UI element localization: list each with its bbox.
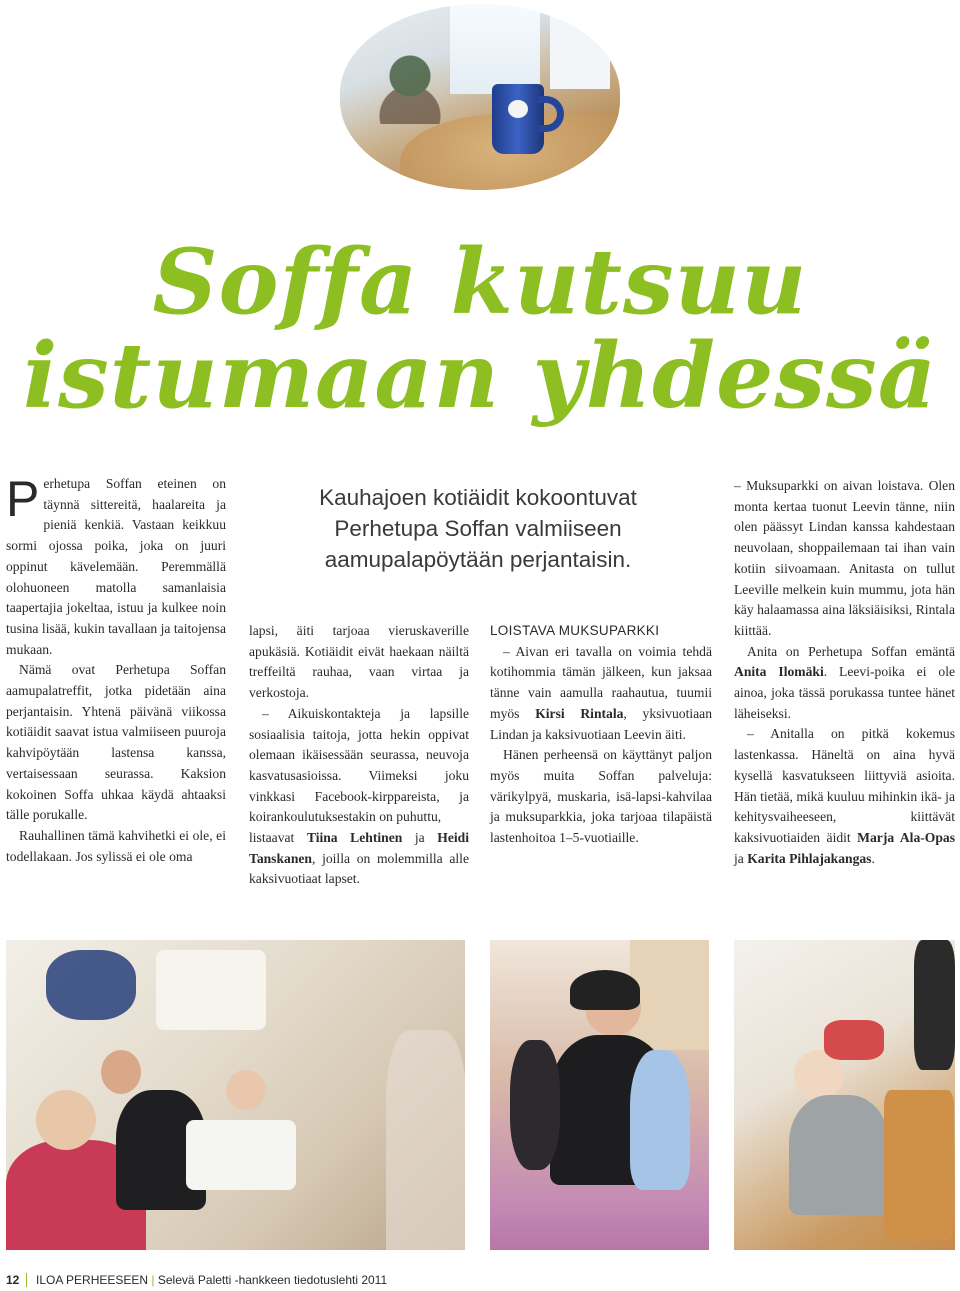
text-run: – Anitalla on pitkä kokemus lastenkassa. Häneltä on aina hyvä kysellä kasvatukseen liittyviä asioita. Hän tietää, mikä kuuluu mihinkin ikä- ja kehitysvaiheeseen, kiittävät kaksivuotiaiden äidit	[734, 726, 955, 845]
footer-separator: |	[151, 1273, 155, 1287]
photo-window	[450, 4, 540, 94]
magazine-name: ILOA PERHEESEEN	[36, 1273, 149, 1287]
paragraph: lapsi, äiti tarjoaa vieruskaverille apukäsiä. Kotiäidit eivät haekaan näiltä treffeiltä rauhaa, vaan virtaa ja verkostoja.	[249, 623, 469, 701]
page-footer	[0, 1272, 960, 1291]
text-run: ja	[402, 830, 438, 846]
page-number: 12	[6, 1273, 20, 1287]
photo-drawings	[156, 950, 266, 1030]
photo-hostess-with-children	[490, 940, 709, 1250]
photo-child-with-toy	[734, 940, 955, 1250]
paragraph-text: erhetupa Soffan eteinen on täynnä sittereitä, haalareita ja pieniä kenkiä. Vastaan keikkuu sormi ojossa poika, joka on juuri oppinut kävelemään. Peremmällä olohuoneen matolla samanlaisia taapertajia jokeltaa, istuu ja kulkee noin tusina lisää, kukin tavallaan ja taitojensa mukaan.	[6, 476, 226, 657]
photo-child-shirt	[789, 1095, 889, 1215]
footer-divider	[26, 1273, 27, 1287]
text-run: – Aivan eri tavalla on voimia tehdä kotihommia tämän jälkeen, kun jaksaa tänne vain aamulla raahautua, tuumii myös	[490, 643, 712, 721]
photo-face	[101, 1050, 141, 1094]
headline-line-2: istumaan yhdessä	[22, 323, 938, 429]
photo-child	[36, 1090, 96, 1150]
photo-toy	[824, 1020, 884, 1060]
photo-girl-dress	[630, 1050, 690, 1190]
issue-name: Selevä Paletti -hankkeen tiedotuslehti 2011	[157, 1273, 388, 1287]
pull-quote	[262, 482, 694, 575]
photo-adult	[914, 940, 955, 1070]
person-name: Heidi Tanskanen	[249, 830, 470, 866]
paragraph	[249, 828, 469, 890]
photo-blur-person	[386, 1030, 465, 1250]
pull-quote-line: Perhetupa Soffan valmiiseen	[334, 516, 622, 541]
photo-mothers-at-table	[6, 940, 465, 1250]
text-run: .	[871, 850, 875, 866]
paragraph: Nämä ovat Perhetupa Soffan aamupalatreffit, jotka pidetään aina perjantaisin. Yhtenä päivänä viikossa kotiäidit saavat istua valmiiseen puuroja kahvipöytään lastensa kanssa, vertaisessaan seurassa. Kaksion kokoinen Soffa uhkaa käydä ahtaaksi tälle porukalle.	[6, 662, 226, 823]
text-run: listaavat	[249, 830, 307, 846]
paragraph: – Muksuparkki on aivan loistava. Olen monta kertaa tuonut Leevin tänne, niin olen päässyt Lindan kanssa kahdestaan neuvolaan, shoppailemaan tai ihan vain kotiin siivoamaan. Anitasta on tullut Leeville melkein kuin mummu, jota hän käy halaamassa aina läksiäisiksi, Rintala kiittää.	[734, 478, 955, 638]
photo-window	[550, 9, 610, 89]
paragraph	[734, 642, 955, 725]
headline-line-1: Soffa kutsuu	[152, 229, 808, 335]
article-column-3	[490, 621, 712, 849]
photo-table	[186, 1120, 296, 1190]
photo-toddler	[510, 1040, 560, 1170]
paragraph: Hänen perheensä on käyttänyt paljon myös muita Soffan palveluja: värikylpyä, muskaria, isä-lapsi-kahvilaa ja muksuparkkia, joka tarjoaa tilapäistä lastenhoitoa 1–5-vuotiaille.	[490, 747, 712, 846]
text-run: , yksivuotiaan Lindan ja kaksivuotiaan Leevin äiti.	[490, 705, 712, 742]
paragraph	[734, 724, 955, 869]
photo-people	[370, 44, 450, 124]
paragraph	[490, 642, 712, 746]
footer-publication	[36, 1272, 387, 1288]
pull-quote-line: aamupalapöytään perjantaisin.	[324, 547, 632, 572]
drop-cap: P	[6, 471, 40, 527]
mug-dog-print	[508, 100, 528, 118]
article-column-2	[249, 621, 469, 890]
person-name: Kirsi Rintala	[535, 705, 624, 721]
photo-hair	[570, 970, 640, 1010]
text-run: . Leevi-poika ei ole ainoa, joka tässä porukassa tuntee hänet läheiseksi.	[734, 664, 955, 721]
text-run: ja	[734, 850, 748, 866]
section-subheading: LOISTAVA MUKSUPARKKI	[490, 623, 660, 638]
paragraph: – Aikuiskontakteja ja lapsille sosiaalisia taitoja, jotta hekin oppivat olemaan ikäisessään seurassa, neuvoja kasvatusasioissa. Viimeksi joku vinkkasi Facebook-kirppareista, ja koirankoulutuksestakin on puhuttu,	[249, 705, 469, 825]
text-run: Anita on Perhetupa Soffan emäntä	[747, 643, 955, 659]
person-name: Karita Pihlajakangas	[747, 850, 872, 866]
person-name: Tiina Lehtinen	[306, 830, 403, 846]
pull-quote-line: Kauhajoen kotiäidit kokoontuvat	[319, 485, 637, 510]
top-photo-coffee-mug	[340, 4, 620, 190]
photo-baby	[226, 1070, 266, 1110]
article-column-4	[734, 476, 955, 869]
lead-paragraph	[6, 471, 226, 660]
mug-icon	[492, 84, 544, 154]
article-column-1	[6, 471, 226, 867]
paragraph: Rauhallinen tämä kahvihetki ei ole, ei todellakaan. Jos sylissä ei ole oma	[6, 827, 226, 864]
photo-shelf	[630, 940, 709, 1050]
person-name: Anita Ilomäki	[734, 664, 824, 680]
person-name: Marja Ala-Opas	[857, 829, 955, 845]
photo-chair	[884, 1090, 954, 1240]
text-run: , joilla on molemmilla alle kaksivuotiaat lapset.	[249, 850, 469, 887]
photo-curtain	[46, 950, 136, 1020]
